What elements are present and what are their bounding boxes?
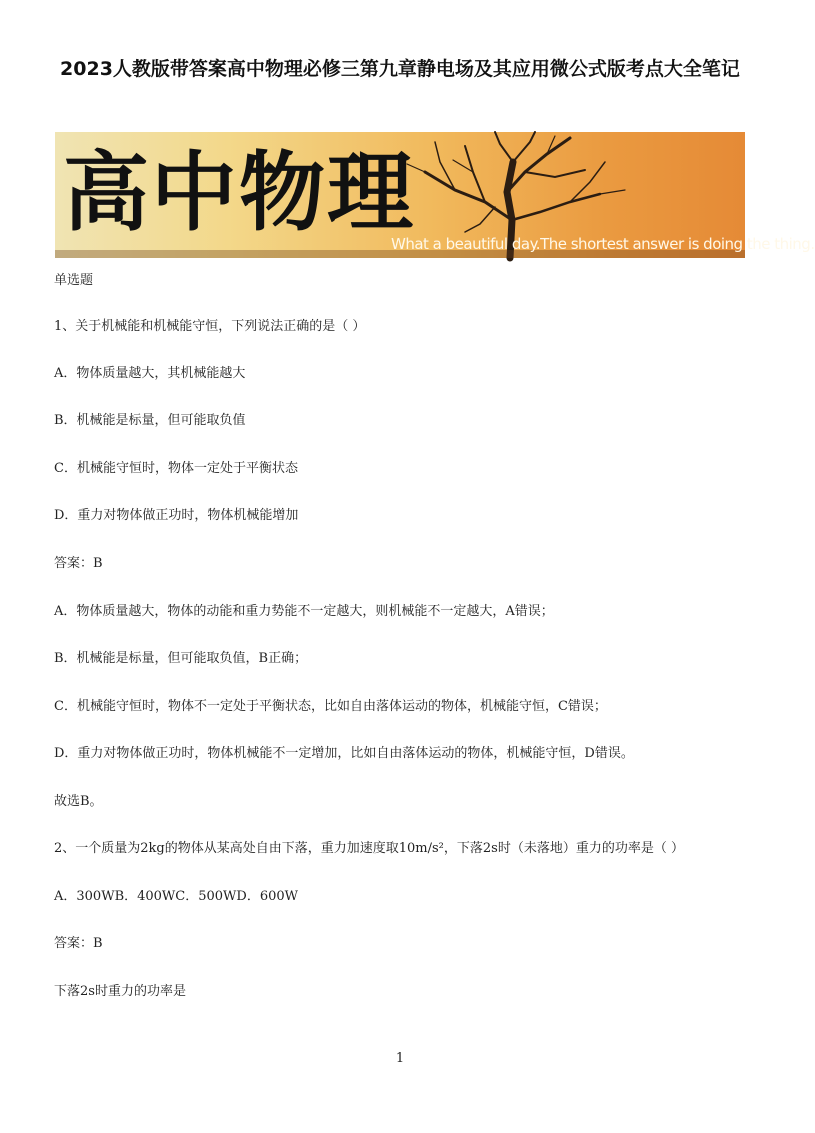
explanation-d: D．重力对物体做正功时，物体机械能不一定增加，比如自由落体运动的物体，机械能守恒，D错误。 xyxy=(54,746,634,761)
option-d: D．重力对物体做正功时，物体机械能增加 xyxy=(54,508,299,523)
banner-image xyxy=(55,132,815,258)
question-1: 1、关于机械能和机械能守恒，下列说法正确的是（ ） xyxy=(54,319,366,334)
option-a: A．物体质量越大，其机械能越大 xyxy=(54,366,246,381)
page-number: 1 xyxy=(395,1051,405,1066)
option-b: B．机械能是标量，但可能取负值 xyxy=(54,413,246,428)
answer-1: 答案：B xyxy=(54,556,103,571)
conclusion-1: 故选B。 xyxy=(54,794,103,809)
section-heading: 单选题 xyxy=(54,273,94,288)
explanation-c: C．机械能守恒时，物体不一定处于平衡状态，比如自由落体运动的物体，机械能守恒，C错误； xyxy=(54,699,607,714)
option-c: C．机械能守恒时，物体一定处于平衡状态 xyxy=(54,461,298,476)
banner-slogan: What a beautiful day.The shortest answer is doing the thing. xyxy=(391,235,815,253)
explanation-a: A．物体质量越大，物体的动能和重力势能不一定越大，则机械能不一定越大，A错误； xyxy=(54,604,554,619)
options-2: A．300WB．400WC．500WD．600W xyxy=(54,889,299,904)
answer-2: 答案：B xyxy=(54,936,103,951)
explanation-b: B．机械能是标量，但可能取负值，B正确； xyxy=(54,651,308,666)
explanation-2: 下落2s时重力的功率是 xyxy=(54,984,186,999)
banner-title: 高中物理 xyxy=(63,142,415,243)
document-title: 2023人教版带答案高中物理必修三第九章静电场及其应用微公式版考点大全笔记 xyxy=(60,58,740,80)
question-2: 2、一个质量为2kg的物体从某高处自由下落，重力加速度取10m/s²，下落2s时（未落地）重力的功率是（ ） xyxy=(54,841,684,856)
